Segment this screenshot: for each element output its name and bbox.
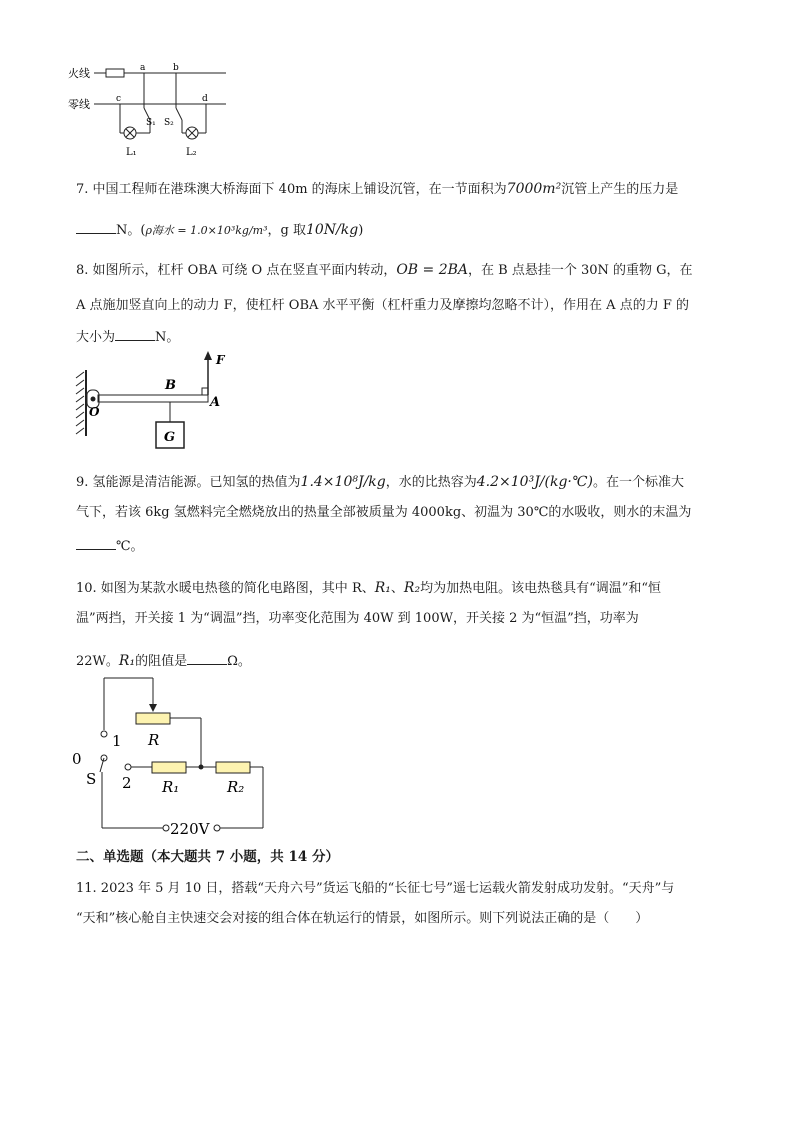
neutral-wire-label: 零线 <box>68 98 90 111</box>
q9-line1 <box>76 473 684 492</box>
resistor-r2 <box>216 762 250 773</box>
q10-post: 均为加热电阻。该电热毯具有“调温”和“恒 <box>420 581 662 596</box>
q7-unit: N。( <box>116 223 146 238</box>
q11-line2: “天和”核心舱自主快速交会对接的组合体在轨运行的情景，如图所示。则下列说法正确的是（ ） <box>76 911 649 926</box>
q10-text3: 22W。 <box>76 654 119 669</box>
q10-mid: 的阻值是 <box>135 654 188 669</box>
point-c-label: c <box>116 94 122 104</box>
q10-r2: R₂ <box>403 580 421 596</box>
q11-line1: 11. 2023 年 5 月 10 日，搭载“天舟六号”货运飞船的“长征七号”遥七运载火箭发射成功发射。“天舟”与 <box>76 881 675 896</box>
q10-r1: R₁ <box>374 580 391 596</box>
fire-wire-label: 火线 <box>68 67 90 80</box>
q9-unit: ℃。 <box>116 539 144 554</box>
q8-line3 <box>76 328 179 347</box>
q8-line2: A 点施加竖直向上的动力 F，使杠杆 OBA 水平平衡（杠杆重力及摩擦均忽略不计），作用在 A 点的力 F 的 <box>76 298 689 313</box>
q8-text3: 大小为 <box>76 330 116 345</box>
switch-s2-label: S₂ <box>164 118 174 128</box>
q7-close: ) <box>358 223 364 238</box>
q7-area: 7000m² <box>506 181 562 197</box>
point-d-label: d <box>202 94 208 104</box>
q9-line2: 气下，若该 6kg 氢燃料完全燃烧放出的热量全部被质量为 4000kg、初温为 30℃的水吸收，则水的末温为 <box>76 505 692 520</box>
q9-post: 。在一个标准大 <box>593 475 685 490</box>
q10-text: 10. 如图为某款水暖电热毯的简化电路图，其中 R、 <box>76 581 375 596</box>
switch-s-label: S <box>86 770 97 788</box>
q7-line1 <box>76 180 678 199</box>
switch-s1-label: S₁ <box>146 118 156 128</box>
lamp-l1-label: L₁ <box>126 147 137 158</box>
q7-text-post: 沉管上产生的压力是 <box>561 182 679 197</box>
q7-g-value: 10N/kg <box>305 222 359 238</box>
resistor-r1-label: R₁ <box>162 778 180 796</box>
resistor-r-label: R <box>148 731 160 749</box>
resistor-r1 <box>152 762 186 773</box>
q10-unit: Ω。 <box>227 654 251 669</box>
terminal-1-label: 1 <box>112 732 122 750</box>
q7-g-pre: ，g 取 <box>267 223 306 238</box>
wiring-diagram <box>66 58 236 163</box>
q10-line3 <box>76 652 251 671</box>
q8-answer-blank[interactable] <box>115 328 155 341</box>
q10-sep: 、 <box>390 581 404 596</box>
lever-diagram <box>70 350 240 455</box>
q7-text: 7. 中国工程师在港珠澳大桥海面下 40m 的海床上铺设沉管，在一节面积为 <box>76 182 507 197</box>
point-b-label: b <box>173 63 179 73</box>
q9-heat-value: 1.4×10⁸J/kg <box>300 474 386 490</box>
fuse <box>106 69 124 77</box>
terminal-2-label: 2 <box>122 774 132 792</box>
lamp-l2-label: L₂ <box>186 147 197 158</box>
resistor-r <box>136 713 170 724</box>
q9-answer-blank[interactable] <box>76 537 116 550</box>
pivot-o-label: O <box>89 405 100 419</box>
resistor-r2-label: R₂ <box>227 778 245 796</box>
q7-density: ρ海水 = 1.0×10³kg/m³ <box>145 224 268 237</box>
q10-line1 <box>76 579 661 598</box>
q8-equation: OB = 2BA <box>396 262 469 278</box>
lever-bar <box>98 395 208 402</box>
point-b-label: B <box>165 378 176 393</box>
weight-g-label: G <box>164 430 176 445</box>
q10-answer-blank[interactable] <box>187 652 227 665</box>
point-a-label: a <box>140 63 146 73</box>
force-f-label: F <box>216 353 225 367</box>
point-a-label: A <box>210 395 221 410</box>
section2-title: 二、单选题（本大题共 7 小题，共 14 分） <box>76 849 339 865</box>
q10-r1-ref: R₁ <box>118 653 136 669</box>
q8-unit: N。 <box>155 330 180 345</box>
terminal-0-label: 0 <box>72 750 82 768</box>
q7-answer-blank[interactable] <box>76 221 116 234</box>
q7-line2 <box>76 221 363 240</box>
q8-line1 <box>76 261 693 280</box>
circuit-diagram <box>70 672 275 842</box>
q9-text: 9. 氢能源是清洁能源。已知氢的热值为 <box>76 475 301 490</box>
q9-line3 <box>76 537 144 556</box>
q9-mid: ，水的比热容为 <box>385 475 477 490</box>
voltage-label: 220V <box>170 820 210 838</box>
q10-line2: 温”两挡，开关接 1 为“调温”挡，功率变化范围为 40W 到 100W，开关接 2 为“恒温”挡，功率为 <box>76 611 639 626</box>
q9-specific-heat: 4.2×10³J/(kg·℃) <box>476 474 593 490</box>
q8-text-post: ，在 B 点悬挂一个 30N 的重物 G，在 <box>468 263 693 278</box>
q8-text: 8. 如图所示，杠杆 OBA 可绕 O 点在竖直平面内转动， <box>76 263 397 278</box>
